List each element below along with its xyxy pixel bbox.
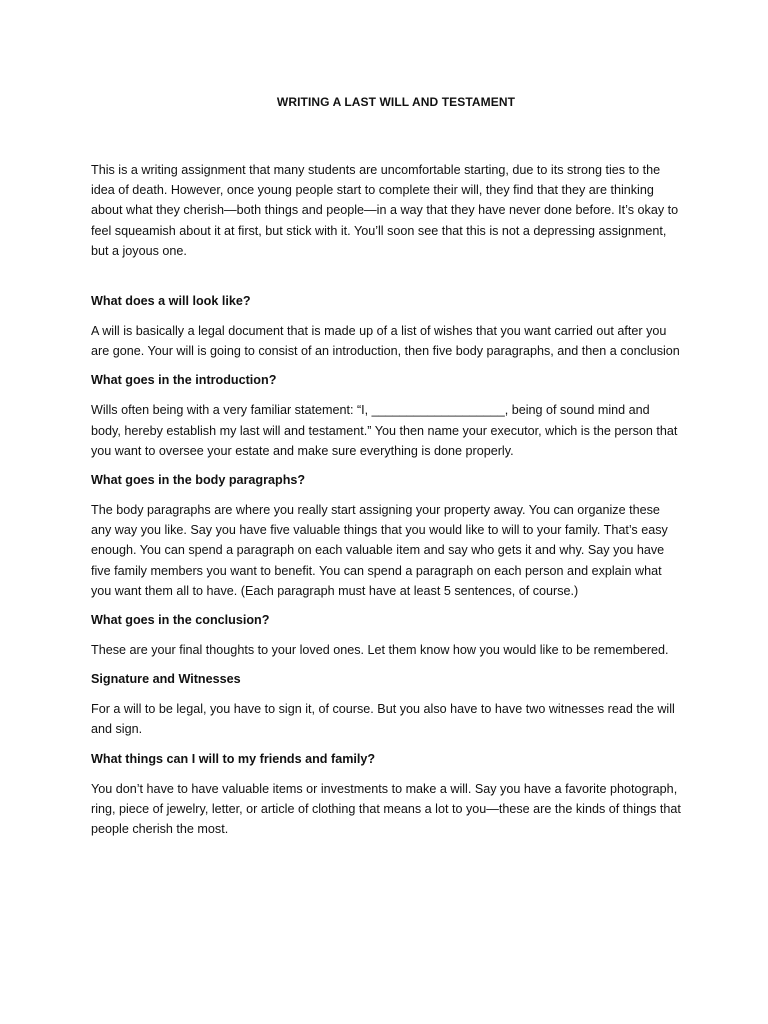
- section-body-signature-witnesses: For a will to be legal, you have to sign it, of course. But you also have to have two witnesses read the will and sign.: [91, 702, 675, 737]
- section-heading-things-to-will: What things can I will to my friends and family?: [91, 751, 376, 766]
- section-body-will-look-like: A will is basically a legal document that is made up of a list of wishes that you want carried out after you are gone. Your will is going to consist of an introduction, then five body paragraphs, and then a conclusion: [91, 324, 680, 359]
- section-heading-introduction: What goes in the introduction?: [91, 373, 277, 388]
- section-heading-conclusion: What goes in the conclusion?: [91, 613, 270, 628]
- intro-paragraph: This is a writing assignment that many students are uncomfortable starting, due to its strong ties to the idea of death. However, once young people start to complete their will, they find that they are thinking about what they cherish—both things and people—in a way that they have never done before. It’s okay to feel squeamish about it at first, but stick with it. You’ll soon see that this is not a depressing assignment, but a joyous one.: [91, 163, 679, 258]
- document-body: [91, 93, 681, 839]
- document-title: WRITING A LAST WILL AND TESTAMENT: [276, 95, 516, 109]
- section-heading-signature-witnesses: Signature and Witnesses: [91, 672, 241, 687]
- section-body-conclusion: These are your final thoughts to your loved ones. Let them know how you would like to be remembered.: [91, 643, 669, 658]
- section-body-things-to-will: You don’t have to have valuable items or investments to make a will. Say you have a favorite photograph, ring, piece of jewelry, letter, or article of clothing that means a lot to you—these are the kinds of things that people cherish the most.: [91, 781, 681, 837]
- section-heading-body-paragraphs: What goes in the body paragraphs?: [91, 473, 306, 488]
- section-body-body-paragraphs: The body paragraphs are where you really start assigning your property away. You can organize these any way you like. Say you have five valuable things that you would like to will to your family. That’s easy enough. You can spend a paragraph on each valuable item and say who gets it and why. Say you have five family members you want to benefit. You can spend a paragraph on each person and explain what you want them all to have. (Each paragraph must have at least 5 sentences, of course.): [91, 503, 668, 598]
- section-body-introduction: Wills often being with a very familiar statement: “I, ___________________, being of sound mind and body, hereby establish my last will and testament.” You then name your executor, which is the person that you want to oversee your estate and make sure everything is done properly.: [91, 403, 678, 458]
- section-heading-will-look-like: What does a will look like?: [91, 294, 251, 309]
